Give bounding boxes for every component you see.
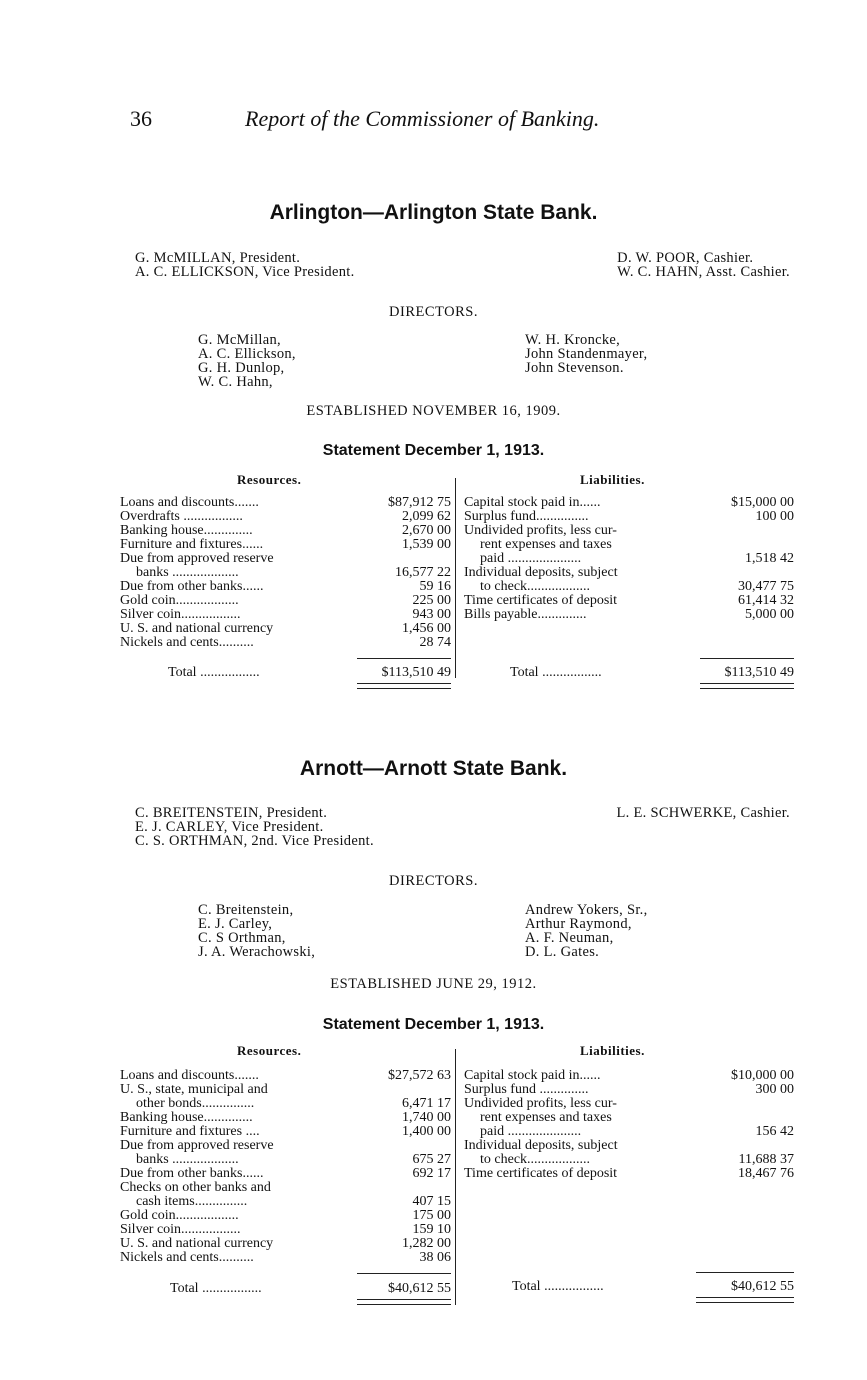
resource-row: [120, 566, 451, 580]
resource-row: [120, 1195, 451, 1209]
liability-amount: 61,414 32: [738, 593, 794, 608]
director-name: John Stevenson.: [525, 360, 624, 376]
director-name: E. J. Carley,: [198, 916, 273, 932]
resource-row: [120, 1125, 451, 1139]
subtotal-rule: [357, 658, 451, 659]
page-header: [0, 106, 867, 136]
subtotal-rule: [700, 658, 794, 659]
resource-label: Gold coin..................: [120, 1208, 239, 1223]
liability-amount: 11,688 37: [738, 1152, 794, 1167]
liability-label: paid .....................: [480, 551, 582, 566]
liability-label: to check..................: [480, 1152, 591, 1167]
directors-left: [198, 903, 315, 959]
liability-amount: 156 42: [755, 1124, 794, 1139]
resource-label: Loans and discounts.......: [120, 495, 259, 510]
director-name: A. C. Ellickson,: [198, 346, 296, 362]
established-line: ESTABLISHED NOVEMBER 16, 1909.: [306, 403, 561, 419]
officer-line: A. C. ELLICKSON, Vice President.: [135, 264, 355, 280]
resource-label: Banking house..............: [120, 1110, 253, 1125]
resource-row: [120, 1237, 451, 1251]
liability-row: [464, 524, 794, 538]
liability-row: [464, 1097, 794, 1111]
liability-label: Capital stock paid in......: [464, 1068, 601, 1083]
liability-label: Time certificates of deposit: [464, 1166, 618, 1181]
liability-label: to check..................: [480, 579, 591, 594]
resources-total: $40,612 55: [388, 1281, 451, 1296]
liability-row: [464, 1167, 794, 1181]
resource-amount: 1,456 00: [402, 621, 451, 636]
liability-amount: 100 00: [755, 509, 794, 524]
liability-label: Surplus fund ..............: [464, 1082, 589, 1097]
liability-row: [464, 1153, 794, 1167]
double-rule: [357, 1299, 451, 1305]
liability-amount: 300 00: [755, 1082, 794, 1097]
resource-row: [120, 1139, 451, 1153]
resource-label: banks ...................: [136, 565, 239, 580]
page-number: 36: [130, 106, 152, 131]
liability-row: [464, 1125, 794, 1139]
resource-row: [120, 622, 451, 636]
resource-amount: 175 00: [412, 1208, 451, 1223]
director-name: G. H. Dunlop,: [198, 360, 285, 376]
resources-total: $113,510 49: [381, 665, 451, 680]
resource-amount: $27,572 63: [388, 1068, 451, 1083]
resource-label: banks ...................: [136, 1152, 239, 1167]
resource-row: [120, 1223, 451, 1237]
resource-row: [120, 608, 451, 622]
liabilities-heading: Liabilities.: [580, 472, 645, 487]
resource-row: [120, 594, 451, 608]
resource-row: [120, 496, 451, 510]
director-name: Andrew Yokers, Sr.,: [525, 902, 648, 918]
resource-row: [120, 1167, 451, 1181]
director-name: C. S Orthman,: [198, 930, 286, 946]
double-rule: [357, 683, 451, 689]
liability-row: [464, 608, 794, 622]
resource-row: [120, 1209, 451, 1223]
officer-line: G. McMILLAN, President.: [135, 250, 301, 266]
statement-title: Statement December 1, 1913.: [322, 1016, 545, 1033]
resource-label: Silver coin.................: [120, 1222, 241, 1237]
resources-total-row: [120, 1281, 451, 1297]
resource-row: [120, 524, 451, 538]
resource-amount: 943 00: [412, 607, 451, 622]
resource-amount: 1,740 00: [402, 1110, 451, 1125]
liability-label: Undivided profits, less cur-: [464, 1096, 617, 1111]
resource-amount: 28 74: [419, 635, 451, 650]
resource-amount: $87,912 75: [388, 495, 451, 510]
resource-amount: 1,400 00: [402, 1124, 451, 1139]
running-title: Report of the Commissioner of Banking.: [245, 106, 600, 131]
resource-label: Nickels and cents..........: [120, 1250, 254, 1265]
double-rule: [700, 683, 794, 689]
resource-row: [120, 510, 451, 524]
resource-row: [120, 1251, 451, 1265]
directors-heading: DIRECTORS.: [389, 873, 478, 889]
resource-amount: 692 17: [412, 1166, 451, 1181]
liability-row: [464, 1111, 794, 1125]
liability-amount: $15,000 00: [731, 495, 794, 510]
resource-row: [120, 538, 451, 552]
resource-amount: 38 06: [419, 1250, 451, 1265]
bank-title: Arnott—Arnott State Bank.: [299, 757, 568, 780]
column-divider: [455, 1049, 456, 1305]
director-name: A. F. Neuman,: [525, 930, 614, 946]
liability-row: [464, 1069, 794, 1083]
resource-amount: 225 00: [412, 593, 451, 608]
directors-heading: DIRECTORS.: [389, 304, 478, 320]
total-label: Total .................: [510, 665, 602, 680]
resource-label: cash items...............: [136, 1194, 248, 1209]
officer-line: E. J. CARLEY, Vice President.: [135, 819, 324, 835]
statement-table: [120, 472, 795, 722]
resource-amount: 1,282 00: [402, 1236, 451, 1251]
resource-label: U. S., state, municipal and: [120, 1082, 268, 1097]
officers-left: [135, 251, 355, 279]
resource-amount: 59 16: [419, 579, 451, 594]
column-divider: [455, 478, 456, 678]
resources-heading: Resources.: [237, 472, 302, 487]
resource-row: [120, 1153, 451, 1167]
directors-right: [525, 903, 648, 959]
officer-line: W. C. HAHN, Asst. Cashier.: [617, 264, 790, 280]
director-name: Arthur Raymond,: [525, 916, 632, 932]
resource-row: [120, 1111, 451, 1125]
liability-amount: $10,000 00: [731, 1068, 794, 1083]
resources-total-row: [120, 665, 451, 681]
liabilities-heading: Liabilities.: [580, 1043, 645, 1058]
liability-row: [464, 594, 794, 608]
liabilities-total: $113,510 49: [724, 665, 794, 680]
total-label: Total .................: [168, 665, 260, 680]
resource-label: U. S. and national currency: [120, 621, 274, 636]
director-name: D. L. Gates.: [525, 944, 600, 960]
liability-label: Surplus fund...............: [464, 509, 589, 524]
liability-label: paid .....................: [480, 1124, 582, 1139]
liability-label: Time certificates of deposit: [464, 593, 618, 608]
officer-line: D. W. POOR, Cashier.: [617, 250, 754, 266]
officers-left: [135, 806, 374, 848]
liability-label: Undivided profits, less cur-: [464, 523, 617, 538]
resource-label: Nickels and cents..........: [120, 635, 254, 650]
resource-amount: 2,670 00: [402, 523, 451, 538]
resource-label: Gold coin..................: [120, 593, 239, 608]
resource-label: Overdrafts .................: [120, 509, 243, 524]
liability-row: [464, 1139, 794, 1153]
liability-amount: 1,518 42: [745, 551, 794, 566]
resource-label: Due from other banks......: [120, 579, 264, 594]
director-name: W. H. Kroncke,: [525, 332, 621, 348]
resource-row: [120, 552, 451, 566]
resource-row: [120, 1181, 451, 1195]
liability-amount: 30,477 75: [738, 579, 794, 594]
director-name: John Standenmayer,: [525, 346, 648, 362]
liability-row: [464, 580, 794, 594]
directors-left: [198, 333, 296, 389]
resource-amount: 2,099 62: [402, 509, 451, 524]
resources-heading: Resources.: [237, 1043, 302, 1058]
resource-label: Silver coin.................: [120, 607, 241, 622]
resource-amount: 6,471 17: [402, 1096, 451, 1111]
double-rule: [696, 1297, 794, 1303]
resource-row: [120, 1069, 451, 1083]
resource-label: Due from approved reserve: [120, 1138, 274, 1153]
director-name: G. McMillan,: [198, 332, 281, 348]
resource-amount: 407 15: [412, 1194, 451, 1209]
liability-amount: 18,467 76: [738, 1166, 794, 1181]
resource-label: other bonds...............: [136, 1096, 255, 1111]
director-name: J. A. Werachowski,: [198, 944, 316, 960]
resource-label: Checks on other banks and: [120, 1180, 271, 1195]
liability-label: Individual deposits, subject: [464, 1138, 618, 1153]
liability-label: Individual deposits, subject: [464, 565, 618, 580]
liability-row: [464, 538, 794, 552]
directors-right: [525, 333, 647, 375]
liabilities-total-row: [464, 1279, 794, 1295]
statement-table: [120, 1043, 795, 1333]
liability-row: [464, 566, 794, 580]
resource-label: Loans and discounts.......: [120, 1068, 259, 1083]
liability-label: rent expenses and taxes: [480, 1110, 612, 1125]
liability-amount: 5,000 00: [745, 607, 794, 622]
officer-line: L. E. SCHWERKE, Cashier.: [616, 805, 790, 821]
resource-row: [120, 1097, 451, 1111]
total-label: Total .................: [170, 1281, 262, 1296]
resource-row: [120, 636, 451, 650]
statement-title: Statement December 1, 1913.: [322, 442, 545, 459]
resource-amount: 675 27: [412, 1152, 451, 1167]
liability-label: rent expenses and taxes: [480, 537, 612, 552]
liability-row: [464, 510, 794, 524]
bank-title: Arlington—Arlington State Bank.: [269, 201, 598, 224]
resource-amount: 16,577 22: [395, 565, 451, 580]
liability-row: [464, 496, 794, 510]
resource-amount: 1,539 00: [402, 537, 451, 552]
total-label: Total .................: [512, 1279, 604, 1294]
director-name: W. C. Hahn,: [198, 374, 273, 390]
officer-line: C. S. ORTHMAN, 2nd. Vice President.: [135, 833, 374, 849]
liabilities-total: $40,612 55: [731, 1279, 794, 1294]
resource-label: U. S. and national currency: [120, 1236, 274, 1251]
resource-row: [120, 580, 451, 594]
established-line: ESTABLISHED JUNE 29, 1912.: [330, 976, 537, 992]
liability-row: [464, 552, 794, 566]
resource-label: Furniture and fixtures ....: [120, 1124, 260, 1139]
resource-amount: 159 10: [412, 1222, 451, 1237]
resource-label: Furniture and fixtures......: [120, 537, 264, 552]
resource-row: [120, 1083, 451, 1097]
liability-label: Bills payable..............: [464, 607, 587, 622]
officers-right: [617, 251, 790, 279]
liability-row: [464, 1083, 794, 1097]
officer-line: C. BREITENSTEIN, President.: [135, 805, 328, 821]
subtotal-rule: [357, 1273, 451, 1274]
subtotal-rule: [696, 1272, 794, 1273]
director-name: C. Breitenstein,: [198, 902, 294, 918]
officers-right: [616, 806, 790, 820]
liability-label: Capital stock paid in......: [464, 495, 601, 510]
liabilities-total-row: [464, 665, 794, 681]
resource-label: Due from approved reserve: [120, 551, 274, 566]
resource-label: Banking house..............: [120, 523, 253, 538]
resource-label: Due from other banks......: [120, 1166, 264, 1181]
